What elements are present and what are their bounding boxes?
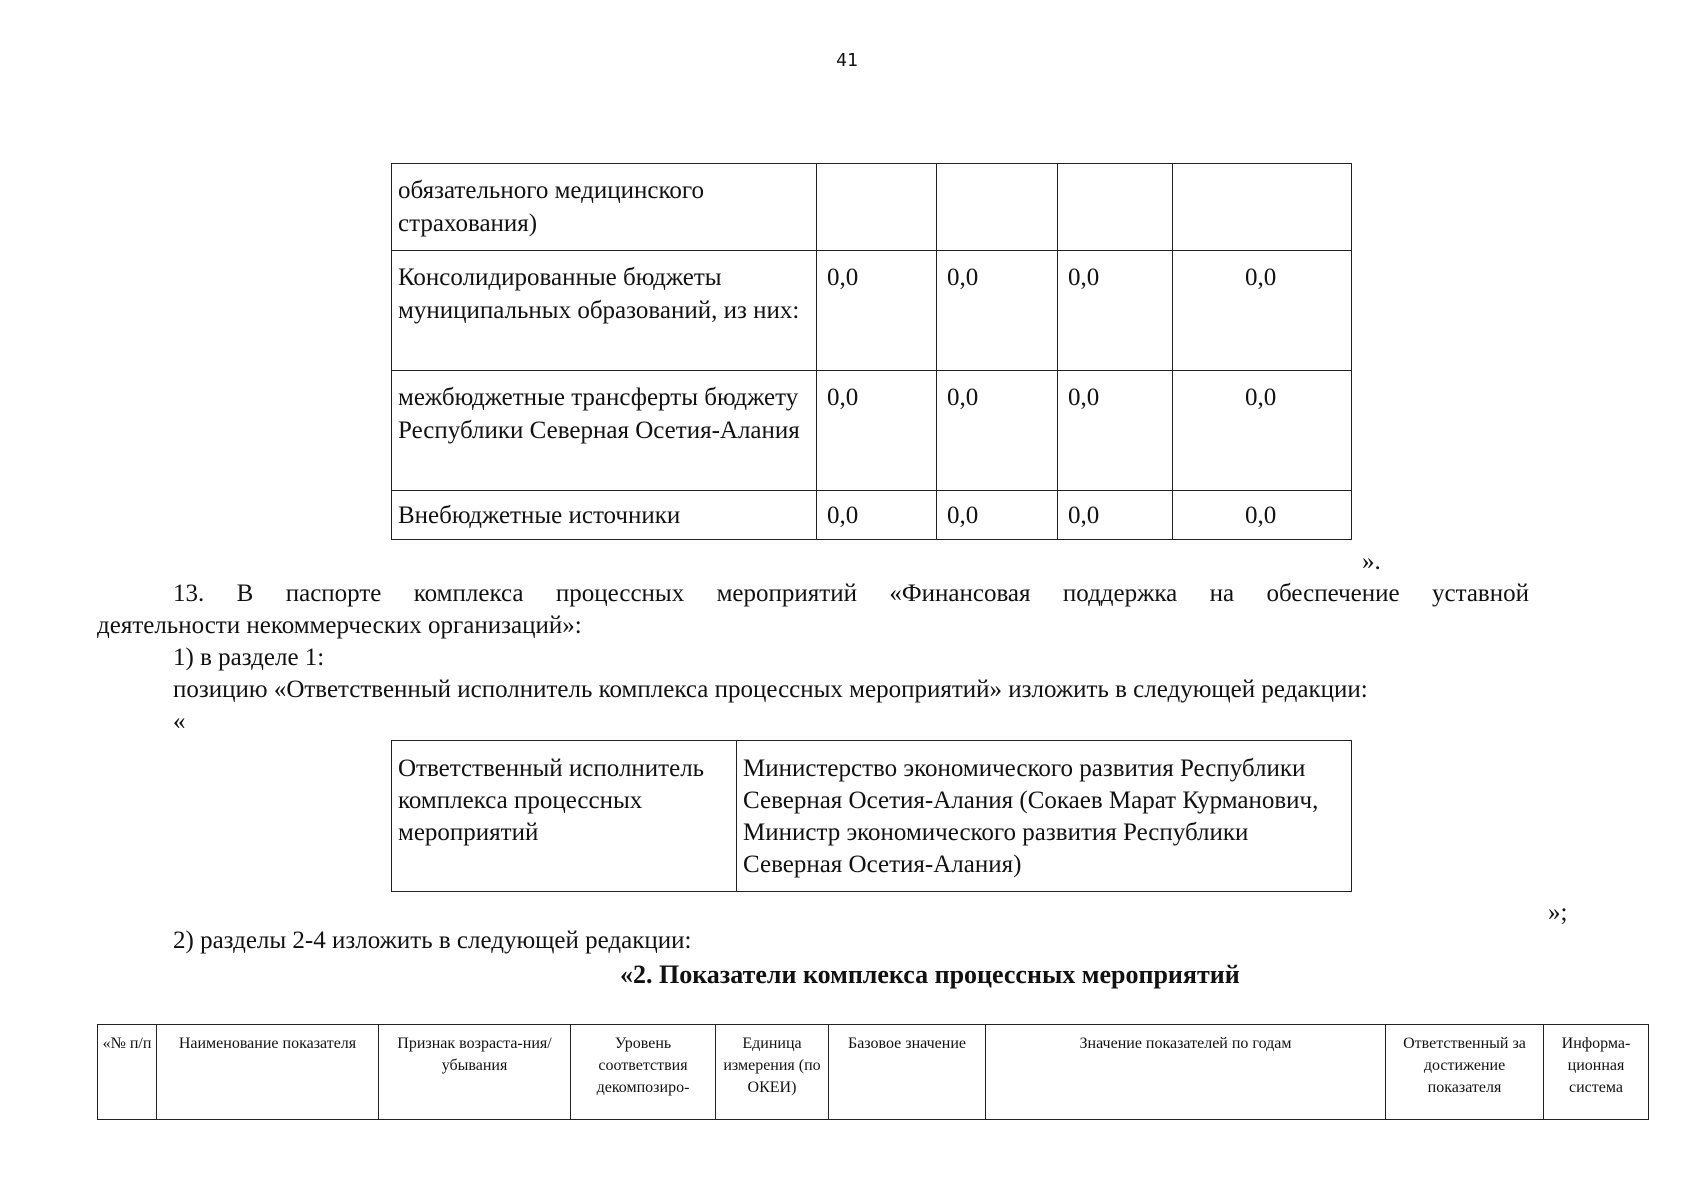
value-cell: 0,0 [937, 251, 1058, 371]
table-row [392, 164, 1352, 251]
row-label: Внебюджетные источники [392, 491, 817, 540]
subsection-2: 2) разделы 2-4 изложить в следующей редакции: [173, 927, 692, 954]
header-cell-name: Наименование показателя [157, 1025, 379, 1120]
indicators-table [97, 1024, 1649, 1120]
executor-label: Ответственный исполнитель комплекса процессных мероприятий [392, 741, 737, 892]
value-cell: 0,0 [937, 491, 1058, 540]
executor-value: Министерство экономического развития Республики Северная Осетия-Алания (Сокаев Марат Курманович, Министр экономического развития Республики Северная Осетия-Алания) [737, 741, 1352, 892]
row-label: межбюджетные трансферты бюджету Республики Северная Осетия-Алания [392, 371, 817, 491]
value-cell [817, 164, 937, 251]
value-cell [1173, 164, 1352, 251]
subsection-1: 1) в разделе 1: [173, 644, 325, 671]
table-row [392, 371, 1352, 491]
header-cell-system: Информа-ционная система [1544, 1025, 1649, 1120]
value-cell: 0,0 [1173, 251, 1352, 371]
table-row [392, 741, 1352, 892]
row-label: обязательного медицинского страхования) [392, 164, 817, 251]
funding-table [391, 163, 1352, 540]
value-cell: 0,0 [817, 251, 937, 371]
page-number: 41 [836, 50, 858, 71]
value-cell: 0,0 [1173, 371, 1352, 491]
value-cell: 0,0 [817, 491, 937, 540]
header-cell-values: Значение показателей по годам [986, 1025, 1386, 1120]
value-cell: 0,0 [817, 371, 937, 491]
table-row [392, 251, 1352, 371]
value-cell: 0,0 [1058, 371, 1173, 491]
item-13-paragraph [97, 578, 1529, 642]
position-instruction: позицию «Ответственный исполнитель комплекса процессных мероприятий» изложить в следующей редакции: [173, 676, 1368, 703]
executor-table [391, 740, 1352, 892]
value-cell [1058, 164, 1173, 251]
table-header-row [98, 1025, 1649, 1120]
closing-quote: ». [1362, 548, 1381, 575]
opening-quote: « [173, 708, 186, 735]
value-cell: 0,0 [937, 371, 1058, 491]
header-cell-responsible: Ответственный за достижение показателя [1386, 1025, 1544, 1120]
table-row [392, 491, 1352, 540]
header-cell-unit: Единица измерения (по ОКЕИ) [716, 1025, 829, 1120]
closing-quote: »; [1548, 899, 1568, 926]
paragraph-line: 13. В паспорте комплекса процессных мероприятий «Финансовая поддержка на обеспечение уставной [173, 580, 1529, 607]
value-cell [937, 164, 1058, 251]
header-cell-base: Базовое значение [829, 1025, 986, 1120]
section-heading: «2. Показатели комплекса процессных мероприятий [620, 960, 1240, 989]
header-cell-trend: Признак возраста-ния/убывания [379, 1025, 571, 1120]
value-cell: 0,0 [1058, 491, 1173, 540]
value-cell: 0,0 [1058, 251, 1173, 371]
row-label: Консолидированные бюджеты муниципальных образований, из них: [392, 251, 817, 371]
value-cell: 0,0 [1173, 491, 1352, 540]
header-cell-number: «№ п/п [98, 1025, 157, 1120]
paragraph-line: деятельности некоммерческих организаций»: [97, 612, 582, 639]
header-cell-level: Уровень соответствия декомпозиро- [571, 1025, 716, 1120]
